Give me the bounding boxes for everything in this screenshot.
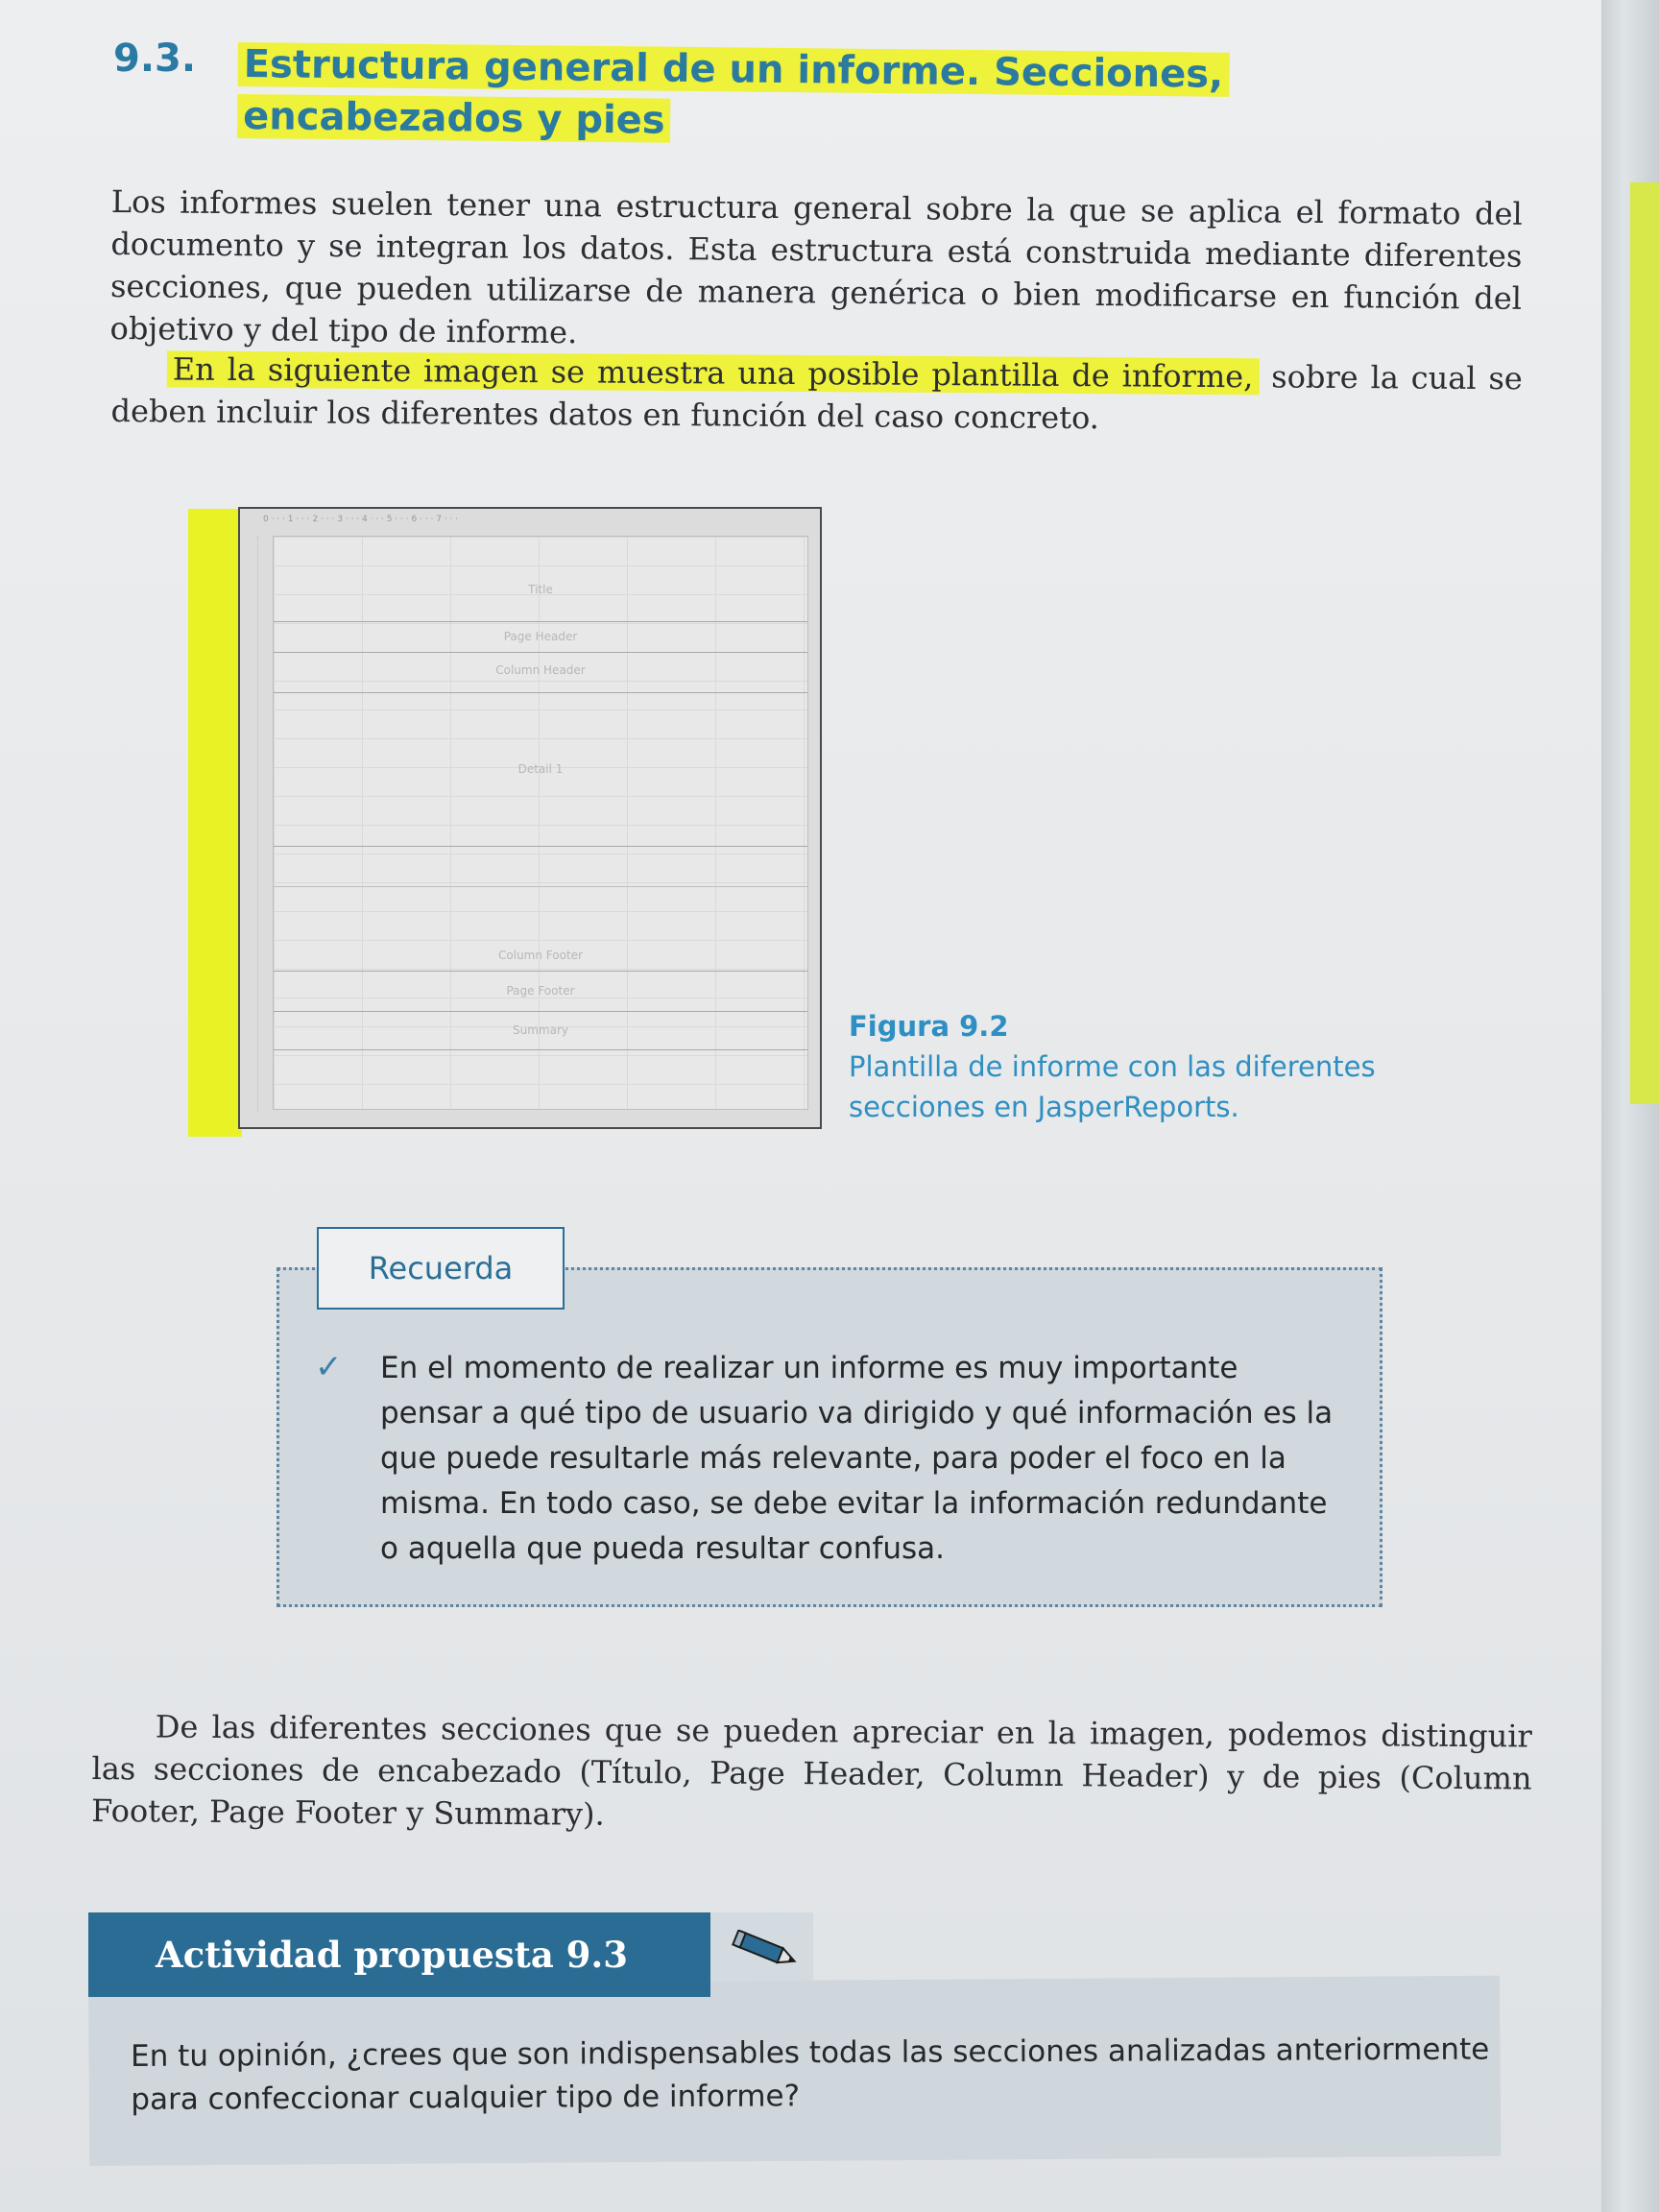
figure-highlight-mark: [188, 509, 242, 1137]
band-column-header: Column Header: [274, 652, 807, 693]
paragraph-sections-text: De las diferentes secciones que se pueden apreciar en la imagen, podemos distinguir las secciones de encabezado (Título, Page Header, Column Header) y de pies (Column Footer, Page Footer y Summary).: [91, 1708, 1532, 1833]
figure-caption-number: Figura 9.2: [849, 1010, 1009, 1043]
band-page-footer: Page Footer: [274, 971, 807, 1012]
band-spacer: [274, 846, 807, 887]
side-tab: [1630, 374, 1659, 566]
paragraph-template: [110, 348, 1523, 442]
side-tab: [1630, 288, 1659, 374]
report-template-figure: [238, 507, 822, 1129]
report-sheet: [273, 536, 808, 1110]
activity-text: En tu opinión, ¿crees que son indispensables todas las secciones analizadas anteriormente para confeccionar cualquier tipo de informe?: [131, 2032, 1490, 2117]
band-summary: Summary: [274, 1011, 807, 1050]
band-detail: Detail 1: [274, 692, 807, 847]
band-page-header: Page Header: [274, 621, 807, 653]
ruler-top: 0 · · · 1 · · · 2 · · · 3 · · · 4 · · · 5 · · · 6 · · · 7 · · ·: [263, 515, 459, 524]
activity-title: Actividad propuesta 9.3: [88, 1912, 710, 1997]
paragraph-intro: Los informes suelen tener una estructura general sobre la que se aplica el formato del documento y se integran los datos. Esta estructura está construida mediante diferentes secciones, que pueden utilizarse de manera genérica o bien modificarse en función del objetivo y del tipo de informe.: [109, 182, 1523, 351]
paragraph-sections: [91, 1705, 1532, 1841]
figure-caption-text: Plantilla de informe con las diferentes secciones en JasperReports.: [849, 1050, 1376, 1123]
pencil-icon: [728, 1930, 801, 1968]
highlighted-sentence: En la siguiente imagen se muestra una posible plantilla de informe,: [167, 350, 1260, 395]
paragraph-template-rest: sobre la cual se deben incluir los diferentes datos en función del caso concreto.: [110, 358, 1523, 437]
band-column-footer: Column Footer: [274, 940, 807, 972]
check-icon: ✓: [315, 1348, 343, 1386]
ruler-left: [248, 536, 258, 1112]
section-number: 9.3.: [113, 36, 197, 81]
band-title: Title: [274, 537, 807, 622]
recuerda-label-text: Recuerda: [368, 1250, 514, 1286]
side-tab: [1630, 182, 1659, 298]
recuerda-text: En el momento de realizar un informe es muy importante pensar a qué tipo de usuario va dirigido y qué información es la que puede resultarle más relevante, para poder el foco en la misma. En todo caso, se debe evitar la información redundante o aquella que pueda resultar confusa.: [380, 1351, 1334, 1566]
recuerda-label: [317, 1227, 565, 1310]
section-title-text: Estructura general de un informe. Secciones, encabezados y pies: [237, 42, 1230, 143]
figure-caption: [849, 1006, 1463, 1127]
section-title: [237, 38, 1467, 155]
side-tab: [1630, 566, 1659, 1104]
